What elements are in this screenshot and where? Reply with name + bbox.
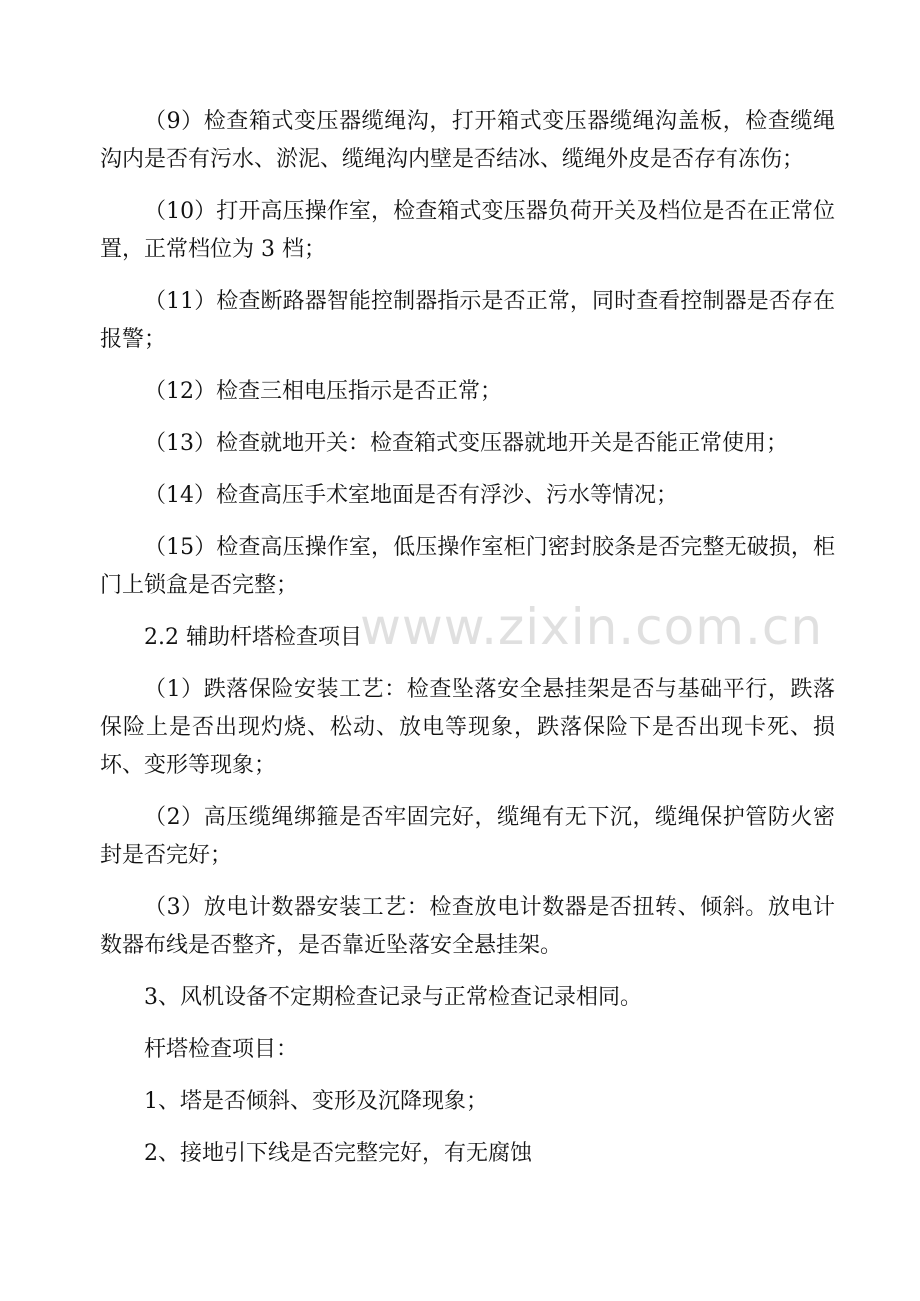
section-heading-2-2: 2.2 辅助杆塔检查项目 bbox=[144, 625, 362, 650]
watermark-text: www.zixin.com.cn bbox=[360, 598, 824, 656]
paragraph-item-15: （15）检查高压操作室，低压操作室柜门密封胶条是否完整无破损，柜门上锁盒是否完整； bbox=[100, 535, 835, 598]
paragraph-item-13: （13）检查就地开关：检查箱式变压器就地开关是否能正常使用； bbox=[144, 431, 788, 456]
paragraph-item-12: （12）检查三相电压指示是否正常； bbox=[144, 379, 502, 404]
tower-inspection-item-2: 2、接地引下线是否完整完好，有无腐蚀 bbox=[144, 1141, 532, 1166]
paragraph-item-9: （9）检查箱式变压器缆绳沟，打开箱式变压器缆绳沟盖板，检查缆绳沟内是否有污水、淤泥、缆绳沟内壁是否结冰、缆绳外皮是否存有冻伤； bbox=[100, 109, 835, 172]
paragraph-section-3: 3、风机设备不定期检查记录与正常检查记录相同。 bbox=[144, 985, 642, 1010]
tower-inspection-item-1: 1、塔是否倾斜、变形及沉降现象； bbox=[144, 1089, 488, 1114]
paragraph-tower-item-3: （3）放电计数器安装工艺：检查放电计数器是否扭转、倾斜。放电计数器布线是否整齐，是否靠近坠落安全悬挂架。 bbox=[100, 895, 835, 958]
tower-inspection-heading: 杆塔检查项目： bbox=[144, 1037, 299, 1062]
document-body bbox=[100, 103, 835, 1187]
paragraph-item-14: （14）检查高压手术室地面是否有浮沙、污水等情况； bbox=[144, 483, 678, 508]
paragraph-item-10: （10）打开高压操作室，检查箱式变压器负荷开关及档位是否在正常位置，正常档位为 3 档； bbox=[100, 199, 835, 262]
paragraph-item-11: （11）检查断路器智能控制器指示是否正常，同时查看控制器是否存在报警； bbox=[100, 289, 835, 352]
paragraph-tower-item-2: （2）高压缆绳绑箍是否牢固完好，缆绳有无下沉，缆绳保护管防火密封是否完好； bbox=[100, 805, 835, 868]
paragraph-tower-item-1: （1）跌落保险安装工艺：检查坠落安全悬挂架是否与基础平行，跌落保险上是否出现灼烧、松动、放电等现象，跌落保险下是否出现卡死、损坏、变形等现象； bbox=[100, 677, 835, 778]
